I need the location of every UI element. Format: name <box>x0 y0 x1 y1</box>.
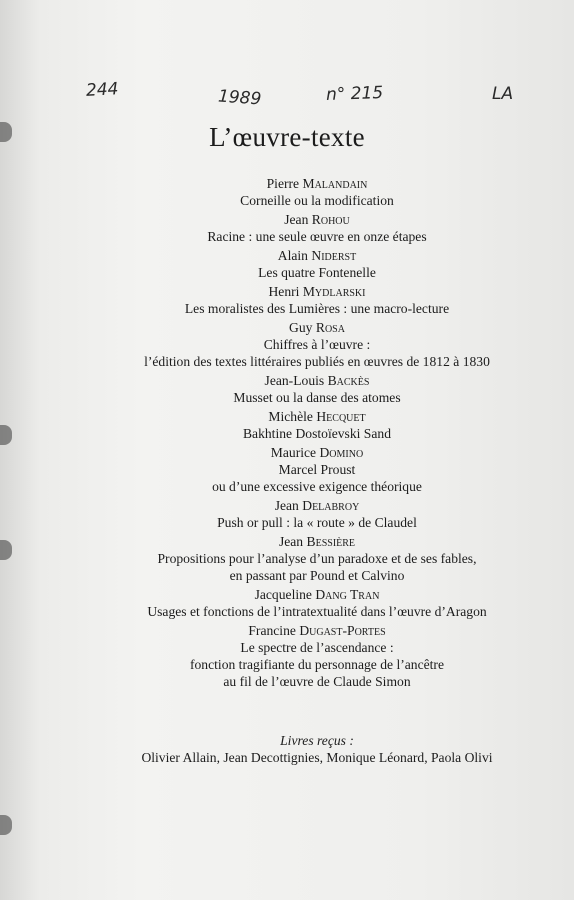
books-received <box>40 732 574 766</box>
toc-author <box>40 444 574 461</box>
toc-entry <box>40 211 574 245</box>
toc-article-title: Racine : une seule œuvre en onze étapes <box>207 229 427 244</box>
toc-article-title: Le spectre de l’ascendance : <box>240 640 394 655</box>
toc-article-title: Push or pull : la « route » de Claudel <box>217 515 417 530</box>
author-last-name: Niderst <box>311 248 357 263</box>
toc-entry <box>40 497 574 531</box>
books-received-names: Olivier Allain, Jean Decottignies, Monique Léonard, Paola Olivi <box>141 750 493 765</box>
toc-article-title: Usages et fonctions de l’intratextualité dans l’œuvre d’Aragon <box>147 604 487 619</box>
author-first-name: Guy <box>289 320 313 335</box>
toc-article-title: Chiffres à l’œuvre : <box>263 337 371 352</box>
toc-entry <box>40 372 574 406</box>
author-last-name: Delabroy <box>302 498 360 513</box>
toc-entry <box>40 408 574 442</box>
handwritten-issue-number: n° 215 <box>325 83 384 105</box>
author-first-name: Jean <box>284 212 309 227</box>
toc-article-title: Les quatre Fontenelle <box>258 265 376 280</box>
author-last-name: Rohou <box>311 212 350 227</box>
handwritten-initials: LA <box>492 84 514 104</box>
toc-author <box>40 319 574 336</box>
toc-article-title: l’édition des textes littéraires publiés en œuvres de 1812 à 1830 <box>144 354 490 369</box>
author-first-name: Maurice <box>270 445 317 460</box>
toc-author <box>40 408 574 425</box>
author-first-name: Alain <box>277 248 308 263</box>
handwritten-year: 1989 <box>217 86 262 110</box>
author-last-name: Domino <box>319 445 364 460</box>
toc-article-title: Bakhtine Dostoïevski Sand <box>242 426 391 441</box>
toc-author <box>40 533 574 550</box>
toc-article-title: Marcel Proust <box>278 462 356 477</box>
toc-article-title: Propositions pour l’analyse d’un paradoxe et de ses fables, <box>157 551 477 566</box>
author-first-name: Pierre <box>266 176 300 191</box>
toc-article-title: Musset ou la danse des atomes <box>233 390 401 405</box>
toc-article-title: Les moralistes des Lumières : une macro-lecture <box>184 301 450 316</box>
toc-entry <box>40 175 574 209</box>
table-of-contents <box>40 175 574 692</box>
binding-hole <box>0 815 12 835</box>
toc-author <box>40 175 574 192</box>
author-last-name: Malandain <box>302 176 368 191</box>
author-last-name: Backès <box>327 373 370 388</box>
binding-hole <box>0 540 12 560</box>
author-first-name: Henri <box>268 284 300 299</box>
author-last-name: Hecquet <box>316 409 366 424</box>
toc-author <box>40 247 574 264</box>
author-first-name: Jean <box>278 534 304 549</box>
toc-author <box>40 622 574 639</box>
toc-entry <box>40 533 574 584</box>
author-last-name: Dang Tran <box>315 587 380 602</box>
author-first-name: Michèle <box>268 409 313 424</box>
author-first-name: Jacqueline <box>254 587 312 602</box>
toc-author <box>40 372 574 389</box>
author-first-name: Jean <box>274 498 299 513</box>
author-first-name: Francine <box>248 623 296 638</box>
page-title: L’œuvre-texte <box>209 122 365 152</box>
toc-entry <box>40 586 574 620</box>
author-last-name: Mydlarski <box>302 284 366 299</box>
author-last-name: Rosa <box>315 320 345 335</box>
toc-article-title: Corneille ou la modification <box>240 193 394 208</box>
binding-hole <box>0 425 12 445</box>
toc-entry <box>40 444 574 495</box>
toc-article-title: au fil de l’œuvre de Claude Simon <box>223 674 411 689</box>
author-first-name: Jean-Louis <box>264 373 325 388</box>
toc-entry <box>40 319 574 370</box>
toc-author <box>40 497 574 514</box>
handwritten-page-number: 244 <box>85 79 119 101</box>
toc-article-title: en passant par Pound et Calvino <box>229 568 405 583</box>
toc-author <box>40 283 574 300</box>
toc-entry <box>40 622 574 690</box>
toc-article-title: fonction tragifiante du personnage de l’ancêtre <box>189 657 444 672</box>
author-last-name: Bessière <box>306 534 356 549</box>
toc-entry <box>40 247 574 281</box>
author-last-name: Dugast-Portes <box>299 623 386 638</box>
toc-entry <box>40 283 574 317</box>
books-received-label: Livres reçus : <box>280 733 354 748</box>
toc-author <box>40 211 574 228</box>
toc-article-title: ou d’une excessive exigence théorique <box>212 479 422 494</box>
toc-author <box>40 586 574 603</box>
